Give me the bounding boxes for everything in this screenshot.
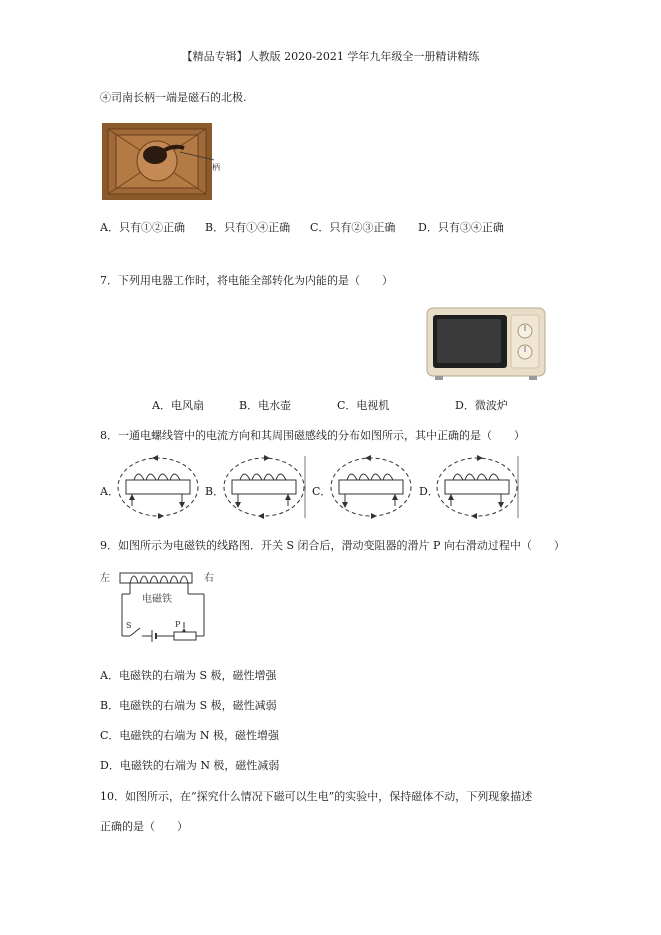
q8-option-a-letter: A． bbox=[100, 485, 119, 498]
q7-stem: 7．下列用电器工作时，将电能全部转化为内能的是（ ） bbox=[100, 274, 393, 287]
q6-option-c: C．只有②③正确 bbox=[310, 221, 396, 234]
microwave-image bbox=[425, 306, 547, 382]
q8-solenoid-a bbox=[116, 454, 200, 520]
q8-solenoid-d bbox=[435, 454, 519, 520]
q7-option-b: B．电水壶 bbox=[239, 399, 292, 412]
sinan-compass-image bbox=[100, 120, 224, 202]
q9-option-c: C．电磁铁的右端为 N 极，磁性增强 bbox=[100, 729, 280, 742]
q8-option-c-letter: C． bbox=[312, 485, 332, 498]
q8-stem: 8．一通电螺线管中的电流方向和其周围磁感线的分布如图所示，其中正确的是（ ） bbox=[100, 429, 525, 442]
q6-option-d: D．只有③④正确 bbox=[418, 221, 504, 234]
q6-item4: ④司南长柄一端是磁石的北极. bbox=[100, 91, 247, 104]
q8-option-d-letter: D． bbox=[419, 485, 439, 498]
core-label: 电磁铁 bbox=[142, 594, 172, 605]
slider-label: P bbox=[175, 620, 181, 629]
q7-option-c: C．电视机 bbox=[337, 399, 390, 412]
page-header: 【精品专辑】人教版 2020-2021 学年九年级全一册精讲精练 bbox=[181, 50, 480, 63]
q10-stem-line1: 10．如图所示，在“探究什么情况下磁可以生电”的实验中，保持磁体不动，下列现象描述 bbox=[100, 790, 533, 803]
q6-option-b: B．只有①④正确 bbox=[205, 221, 291, 234]
q8-solenoid-c bbox=[329, 454, 413, 520]
right-label: 右 bbox=[204, 573, 214, 584]
q7-option-a: A．电风扇 bbox=[152, 399, 204, 412]
q9-electromagnet-circuit bbox=[100, 566, 218, 644]
q9-stem: 9．如图所示为电磁铁的线路图．开关 S 闭合后，滑动变阻器的滑片 P 向右滑动过程中（ ） bbox=[100, 539, 565, 552]
q7-option-d: D．微波炉 bbox=[455, 399, 508, 412]
q9-option-a: A．电磁铁的右端为 S 极，磁性增强 bbox=[100, 669, 277, 682]
q6-option-a: A．只有①②正确 bbox=[100, 221, 185, 234]
q9-option-d: D．电磁铁的右端为 N 极，磁性减弱 bbox=[100, 759, 280, 772]
q9-option-b: B．电磁铁的右端为 S 极，磁性减弱 bbox=[100, 699, 277, 712]
left-label: 左 bbox=[100, 573, 110, 584]
q8-solenoid-b bbox=[222, 454, 306, 520]
svg-text:柄: 柄 bbox=[212, 163, 220, 172]
q10-stem-line2: 正确的是（ ） bbox=[100, 820, 188, 833]
q8-option-b-letter: B． bbox=[205, 485, 225, 498]
switch-label: S bbox=[126, 621, 132, 630]
